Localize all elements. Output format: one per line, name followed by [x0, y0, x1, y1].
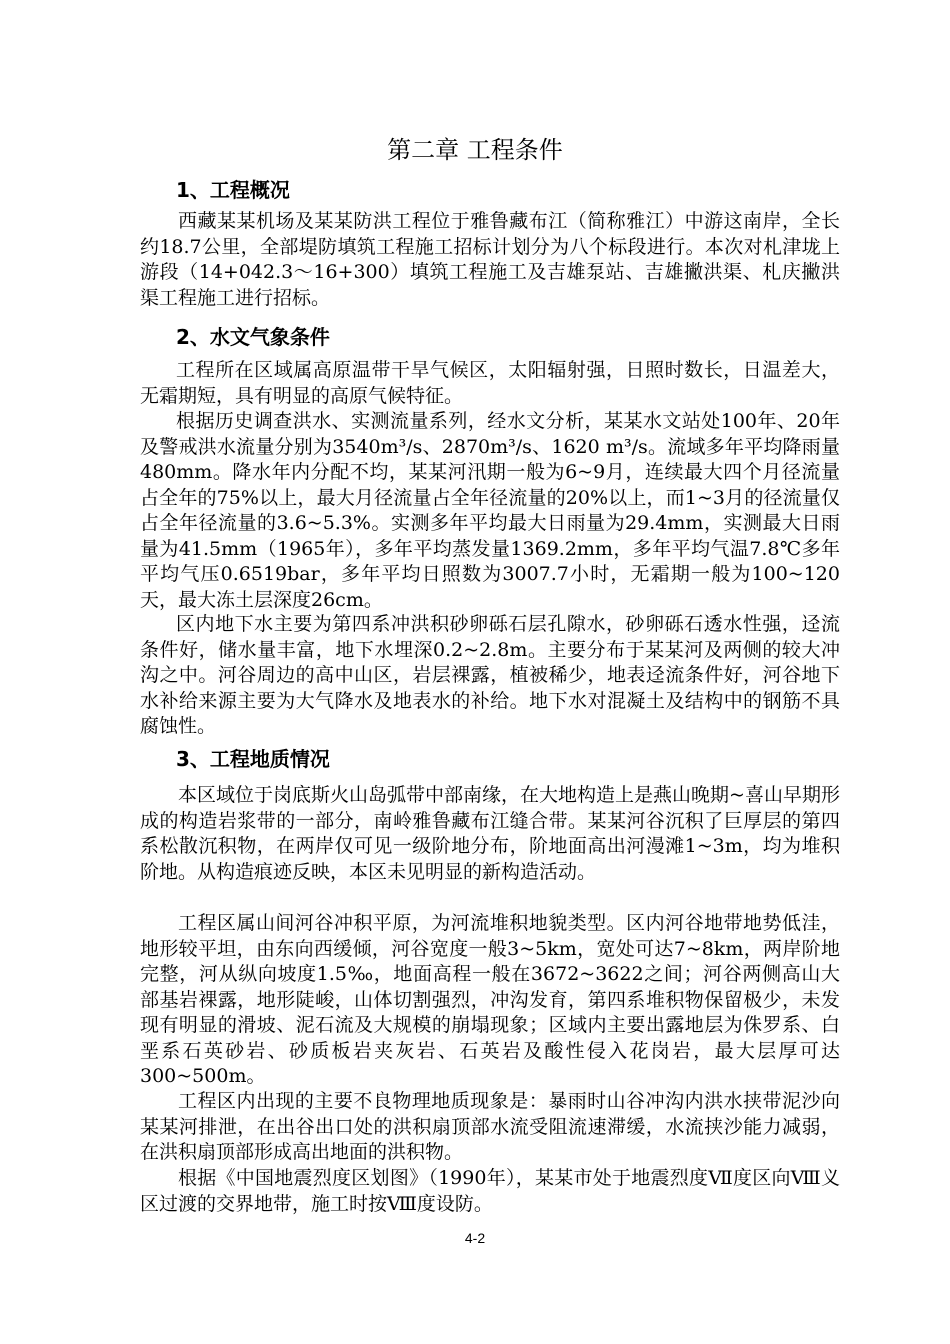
paragraph-overview: 西藏某某机场及某某防洪工程位于雅鲁藏布江（简称雅江）中游这南岸，全长约18.7公里，全部堤防填筑工程施工招标计划分为八个标段进行。本次对札津垅上游段（14+042.3～16+300）填筑工程施工及吉雄泵站、吉雄撇洪渠、札庆撇洪渠工程施工进行招标。	[140, 210, 840, 309]
section-heading-overview: 1、工程概况	[176, 178, 290, 202]
paragraph-terrain: 工程区属山间河谷冲积平原，为河流堆积地貌类型。区内河谷地带地势低洼，地形较平坦，由东向西缓倾，河谷宽度一般3~5km，宽处可达7~8km，两岸阶地完整，河从纵向坡度1.5‰，地面高程一般在3672~3622之间；河谷两侧高山大部基岩裸露，地形陡峻，山体切割强烈，冲沟发育，第四系堆积物保留极少，未发现有明显的滑坡、泥石流及大规模的崩塌现象；区域内主要出露地层为侏罗系、白垩系石英砂岩、砂质板岩夹灰岩、石英岩及酸性侵入花岗岩，最大层厚可达300~500m。	[140, 912, 840, 1087]
paragraph-climate: 工程所在区域属高原温带干旱气候区，太阳辐射强，日照时数长，日温差大，无霜期短，具有明显的高原气候特征。	[140, 359, 840, 407]
paragraph-flood-data: 根据历史调查洪水、实测流量系列，经水文分析，某某水文站处100年、20年及警戒洪水流量分别为3540m³/s、2870m³/s、1620 m³/s。流域多年平均降雨量480mm。降水年内分配不均，某某河汛期一般为6~9月，连续最大四个月径流量占全年的75%以上，最大月径流量占全年径流量的20%以上，而1~3月的径流量仅占全年径流量的3.6~5.3%。实测多年平均最大日雨量为29.4mm，实测最大日雨量为41.5mm（1965年），多年平均蒸发量1369.2mm，多年平均气温7.8℃多年平均气压0.6519bar，多年平均日照数为3007.7小时，无霜期一般为100~120天，最大冻土层深度26cm。	[140, 410, 840, 611]
section-heading-geology: 3、工程地质情况	[176, 747, 330, 771]
page-number: 4-2	[464, 1230, 486, 1246]
paragraph-tectonics: 本区域位于岗底斯火山岛弧带中部南缘，在大地构造上是燕山晚期~喜山早期形成的构造岩浆带的一部分，南岭雅鲁藏布江缝合带。某某河谷沉积了巨厚层的第四系松散沉积物，在两岸仅可见一级阶地分布，阶地面高出河漫滩1~3m，均为堆积阶地。从构造痕迹反映，本区未见明显的新构造活动。	[140, 784, 840, 883]
paragraph-geologic-hazards: 工程区内出现的主要不良物理地质现象是：暴雨时山谷冲沟内洪水挟带泥沙向某某河排泄，在出谷出口处的洪积扇顶部水流受阻流速滞缓，水流挟沙能力减弱，在洪积扇顶部形成高出地面的洪积物。	[140, 1090, 840, 1163]
paragraph-seismic: 根据《中国地震烈度区划图》（1990年），某某市处于地震烈度Ⅶ度区向Ⅷ义区过渡的交界地带，施工时按Ⅷ度设防。	[140, 1167, 840, 1215]
paragraph-groundwater: 区内地下水主要为第四系冲洪积砂卵砾石层孔隙水，砂卵砾石透水性强，迳流条件好，储水量丰富，地下水埋深0.2~2.8m。主要分布于某某河及两侧的较大冲沟之中。河谷周边的高中山区，岩层裸露，植被稀少，地表迳流条件好，河谷地下水补给来源主要为大气降水及地表水的补给。地下水对混凝土及结构中的钢筋不具腐蚀性。	[140, 613, 840, 737]
chapter-title: 第二章 工程条件	[387, 136, 563, 164]
section-heading-hydrology: 2、水文气象条件	[176, 325, 330, 349]
